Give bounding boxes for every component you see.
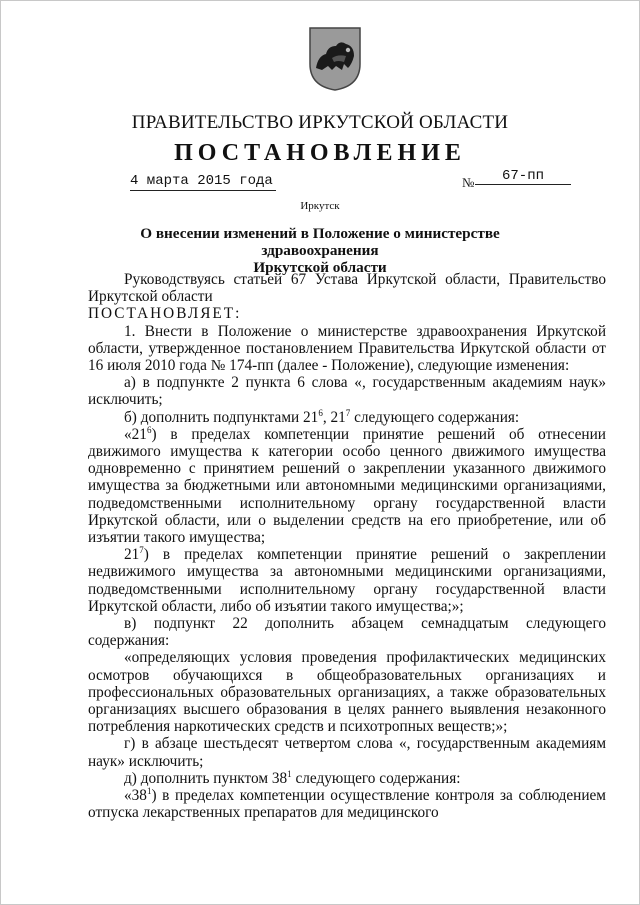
government-title: ПРАВИТЕЛЬСТВО ИРКУТСКОЙ ОБЛАСТИ [131,112,509,133]
item-d: д) дополнить пунктом $38^1$ следующего содержания: [124,768,461,787]
subject-line-1: О внесении изменений в Положение о министерстве здравоохранения [140,225,500,259]
item-v: в) подпункт 22 дополнить абзацем семнадцатым следующего содержания: [88,615,606,650]
document-type: ПОСТАНОВЛЕНИЕ [174,140,466,166]
document-body [88,271,606,822]
subitem-21-7: $21^7$) в пределах компетенции принятие решений о закреплении недвижимого имущества за автономными медицинскими организациями, подведомственными исполнительному органу государственной власти Иркутской области, либо об изъятии такого имущества;»; [88,545,606,615]
city: Иркутск [300,200,340,212]
subitem-38-1: «$38^1$) в пределах компетенции осуществление контроля за соблюдением отпуска лекарственных препаратов для медицинского [88,786,606,822]
subitem-21-6: «$21^6$) в пределах компетенции принятие решений об отнесении движимого имущества к категории особо ценного движимого имущества одновременно с принятием решений о закреплении указанного движимого имущества за бюджетными или автономными медицинскими организациями, подведомственными исполнительному органу государственной власти Иркутской области, или о выделении средств на его приобретение, или об изъятии такого имущества; [88,424,606,547]
item-v-quote: «определяющих условия проведения профилактических медицинских осмотров обучающихся в общеобразовательных организациях и профессиональных образовательных организациях, а также образовательных организациях высшего образования в целях раннего выявления незаконного потребления наркотических средств и психотропных веществ;»; [88,649,606,736]
document-date: 4 марта 2015 года [130,173,276,191]
item-b: б) дополнить подпунктами $21^6$, $21^7$ следующего содержания: [124,407,520,426]
item-1: 1. Внести в Положение о министерстве здравоохранения Иркутской области, утвержденное постановлением Правительства Иркутской области от 16 июля 2010 года № 174-пп (далее - Положение), следующие изменения: [88,322,606,375]
resolves-heading: ПОСТАНОВЛЯЕТ: [88,305,242,323]
coat-of-arms-icon [308,24,362,92]
intro-paragraph: Руководствуясь статьей 67 Устава Иркутской области, Правительство Иркутской области [88,271,606,306]
document-subject [90,225,550,276]
document-number: 67-пп [475,168,571,185]
number-label: № [462,175,475,190]
subject-line-2: Иркутской области [253,259,387,276]
item-a: а) в подпункте 2 пункта 6 слова «, государственным академиям наук» исключить; [88,374,606,409]
item-g: г) в абзаце шестьдесят четвертом слова «, государственным академиям наук» исключить; [88,735,606,770]
